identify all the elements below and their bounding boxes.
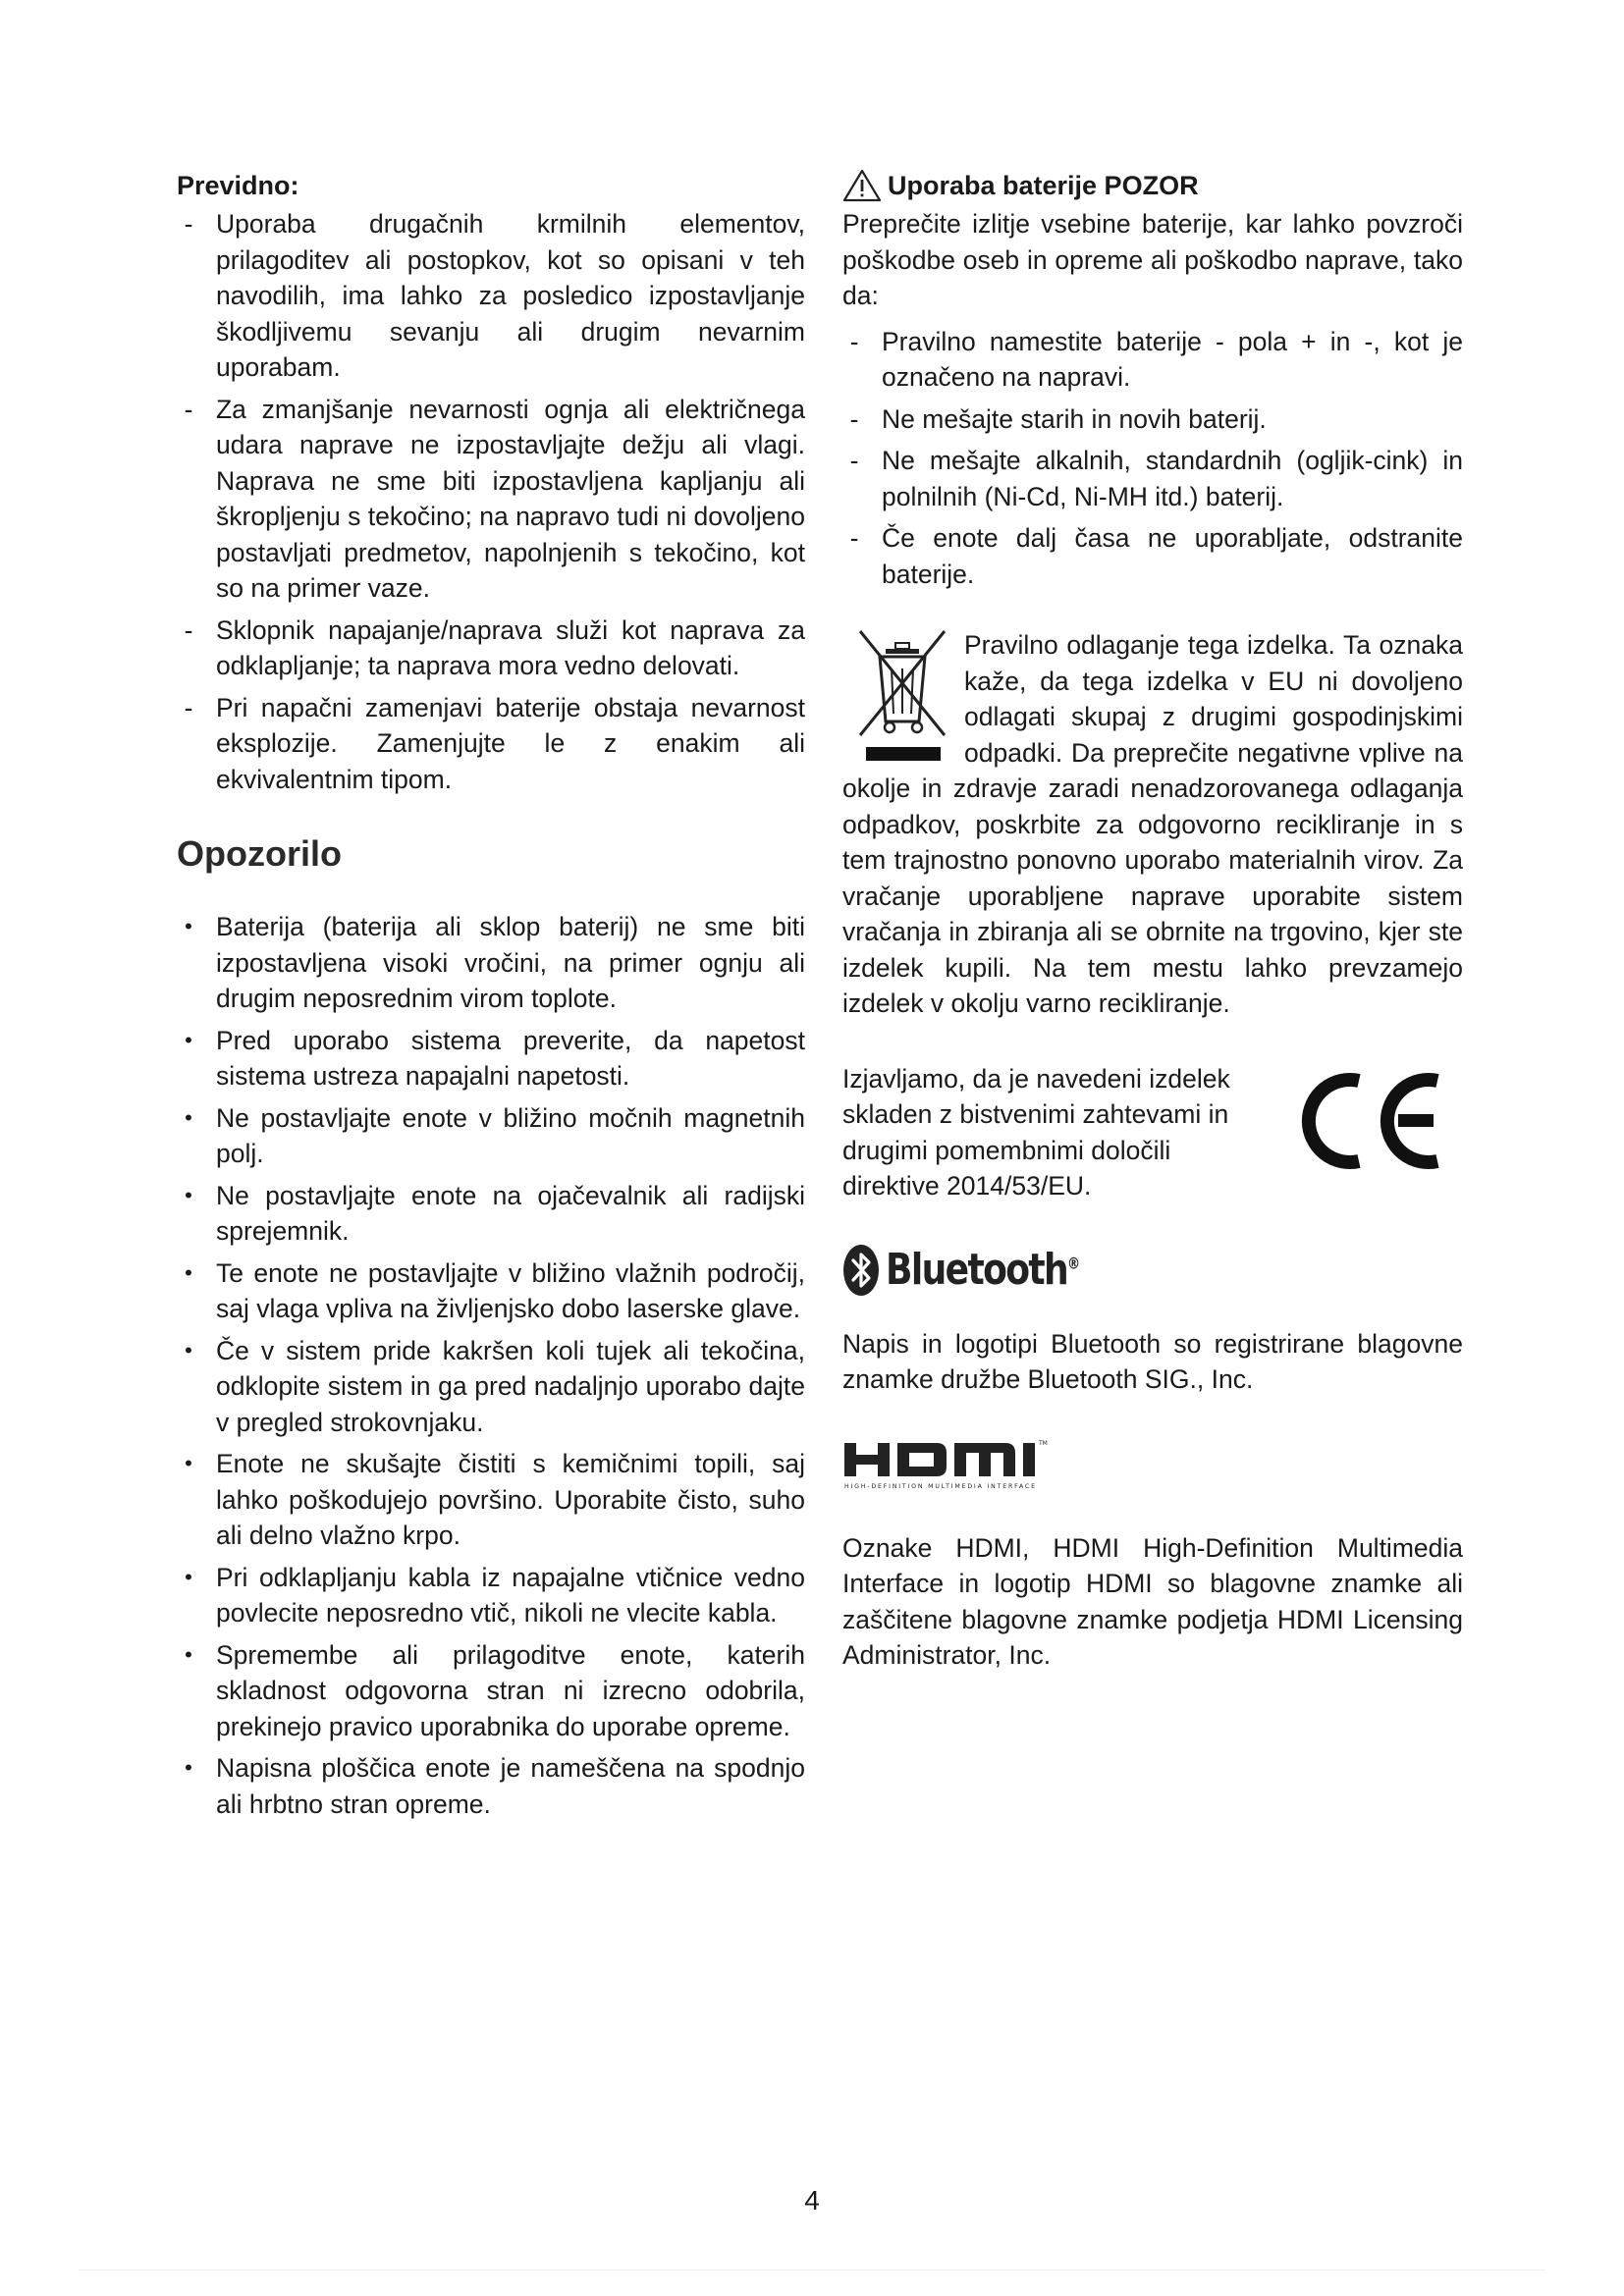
list-item: - Pri napačni zamenjavi baterije obstaja nevarnost eksplozije. Zamenjujte le z enakim ali ekvivalentnim tipom. xyxy=(184,692,805,794)
list-item: - Ne mešajte starih in novih baterij. xyxy=(849,403,1267,434)
list-item: • Pred uporabo sistema preverite, da napetost sistema ustreza napajalni napetosti. xyxy=(185,1025,805,1091)
bluetooth-icon xyxy=(842,1244,880,1297)
list-item: • Enote ne skušajte čistiti s kemičnimi topili, saj lahko poškodujejo površino. Uporabite čisto, suho ali delno vlažno krpo. xyxy=(185,1449,805,1550)
weee-bin-icon xyxy=(852,627,950,767)
list-item: • Ne postavljajte enote na ojačevalnik ali radijski sprejemnik. xyxy=(185,1180,805,1246)
disposal-text: Pravilno odlaganje tega izdelka. Ta oznaka kaže, da tega izdelka v EU ni dovoljeno odlagati skupaj z drugimi gospodinjskimi odpadki. Da preprečite negativne vplive na okolje in zdravje zaradi nenadzorovanega odlaganja odpadkov, poskrbite za odgovorno recikliranje in s tem trajnostno ponovno uporabo materialnih virov. Za vračanje uporabljene naprave uporabite sistem vračanja in zbiranja ali se obrnite na trgovino, kjer ste izdelek kupili. Na tem mestu lahko prevzamejo izdelek v okolju varno recikliranje. xyxy=(842,630,1463,1018)
list-item: • Spremembe ali prilagoditve enote, katerih skladnost odgovorna stran ni izrecno odobrila, prekinejo pravico uporabnika do uporabe opreme. xyxy=(185,1639,805,1741)
disposal-section xyxy=(842,627,1463,1022)
page-number: 4 xyxy=(804,2185,820,2216)
list-item: • Baterija (baterija ali sklop baterij) ne sme biti izpostavljena visoki vročini, na primer ognju ali drugim neposrednim virom toplote. xyxy=(185,912,805,1013)
battery-heading-row xyxy=(842,167,1463,204)
battery-list xyxy=(842,324,1463,593)
list-item: • Napisna ploščica enote je nameščena na spodnjo ali hrbtno stran opreme. xyxy=(185,1753,805,1819)
bluetooth-wordmark: Bluetooth® xyxy=(886,1245,1079,1295)
list-item: • Te enote ne postavljajte v bližino vlažnih področij, saj vlaga vpliva na življenjsko dobo laserske glave. xyxy=(185,1257,805,1323)
caution-heading: Previdno: xyxy=(177,171,299,200)
warning-triangle-icon xyxy=(842,169,882,202)
svg-text:HIGH-DEFINITION MULTIMEDIA INT: HIGH-DEFINITION MULTIMEDIA INTERFACE xyxy=(844,1482,1035,1490)
hdmi-logo-icon xyxy=(842,1437,1049,1492)
right-column xyxy=(842,167,1463,1674)
bluetooth-logo xyxy=(842,1238,1463,1303)
battery-heading: Uporaba baterije POZOR xyxy=(888,171,1199,200)
list-item: - Pravilno namestite baterije - pola + in -, kot je označeno na napravi. xyxy=(849,326,1463,392)
ce-section xyxy=(842,1061,1463,1204)
svg-text:TM: TM xyxy=(1039,1439,1048,1447)
list-item: • Pri odklapljanju kabla iz napajalne vtičnice vedno povlecite neposredno vtič, nikoli ne vlecite kabla. xyxy=(185,1562,805,1628)
list-item: - Za zmanjšanje nevarnosti ognja ali električnega udara naprave ne izpostavljajte dežju ali vlagi. Naprava ne sme biti izpostavljena kapljanju ali škropljenju s tekočino; na napravo tudi ni dovoljeno postavljati predmetov, napolnjenih s tekočino, kot so na primer vaze. xyxy=(184,394,805,603)
footer-divider xyxy=(79,2269,1545,2270)
list-item: • Če v sistem pride kakršen koli tujek ali tekočina, odklopite sistem in ga pred nadaljnjo uporabo dajte v pregled strokovnjaku. xyxy=(185,1335,805,1437)
list-item: - Sklopnik napajanje/naprava služi kot naprava za odklapljanje; ta naprava mora vedno delovati. xyxy=(184,614,805,680)
ce-mark-icon xyxy=(1290,1067,1447,1175)
list-item: • Ne postavljajte enote v bližino močnih magnetnih polj. xyxy=(185,1102,805,1168)
warning-list xyxy=(177,909,805,1822)
warning-heading: Opozorilo xyxy=(177,833,342,874)
list-item: - Ne mešajte alkalnih, standardnih (ogljik-cink) in polnilnih (Ni-Cd, Ni-MH itd.) baterij. xyxy=(849,446,1463,511)
caution-list xyxy=(177,206,805,797)
list-item: - Če enote dalj časa ne uporabljate, odstranite baterije. xyxy=(849,523,1463,589)
ce-declaration: Izjavljamo, da je navedeni izdelek skladen z bistvenimi zahtevami in drugimi pomembnimi določili direktive 2014/53/EU. xyxy=(842,1063,1230,1201)
battery-intro: Preprečite izlitje vsebine baterije, kar lahko povzroči poškodbe oseb in opreme ali poškodbo naprave, tako da: xyxy=(842,209,1463,310)
left-column xyxy=(177,167,805,1828)
bluetooth-text: Napis in logotipi Bluetooth so registrirane blagovne znamke družbe Bluetooth SIG., Inc. xyxy=(842,1328,1463,1394)
list-item: - Uporaba drugačnih krmilnih elementov, prilagoditev ali postopkov, kot so opisani v teh navodilih, ima lahko za posledico izpostavljanje škodljivemu sevanju ali drugim nevarnim uporabam. xyxy=(184,209,805,382)
hdmi-text: Oznake HDMI, HDMI High-Definition Multimedia Interface in logotip HDMI so blagovne znamke ali zaščitene blagovne znamke podjetja HDMI Licensing Administrator, Inc. xyxy=(842,1532,1463,1670)
